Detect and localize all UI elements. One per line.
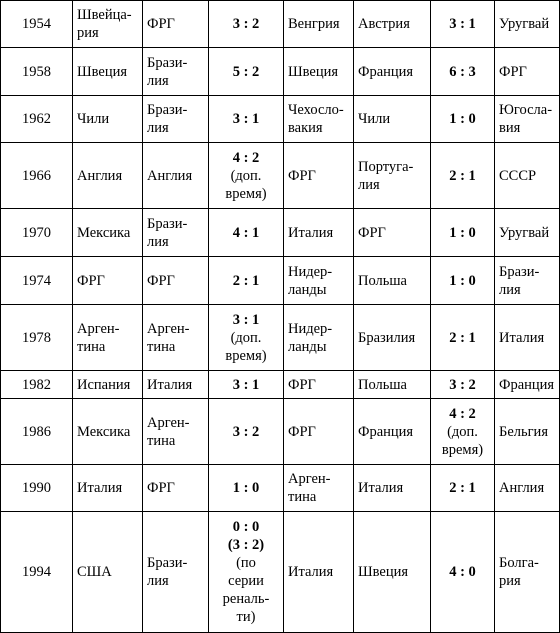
year-cell: 1986 <box>1 399 73 465</box>
third-place-cell: Франция <box>354 48 431 96</box>
third-place-score-cell <box>431 48 495 96</box>
fourth-place-cell: Франция <box>495 371 560 399</box>
runner-up-cell: Нидер- ланды <box>284 305 354 371</box>
third-place-score-cell-value: 6 : 3 <box>449 63 476 80</box>
third-place-score-cell-note: (доп. время) <box>441 423 484 458</box>
year-cell: 1958 <box>1 48 73 96</box>
fourth-place-cell: Италия <box>495 305 560 371</box>
runner-up-cell: Венгрия <box>284 1 354 48</box>
host-country-cell: Швеция <box>73 48 143 96</box>
host-country-cell: Арген- тина <box>73 305 143 371</box>
third-place-score-cell <box>431 257 495 305</box>
third-place-score-cell-value: 3 : 1 <box>449 16 476 32</box>
third-place-score-cell <box>431 305 495 371</box>
final-score-cell <box>209 48 284 96</box>
fourth-place-cell: Брази- лия <box>495 257 560 305</box>
third-place-cell: ФРГ <box>354 209 431 257</box>
champion-cell: Италия <box>143 371 209 399</box>
runner-up-cell: Италия <box>284 209 354 257</box>
table-row <box>1 96 560 143</box>
third-place-cell: Швеция <box>354 512 431 633</box>
third-place-score-cell-value: 1 : 0 <box>449 224 476 241</box>
third-place-cell: Чили <box>354 96 431 143</box>
host-country-cell: Италия <box>73 465 143 512</box>
table-row <box>1 371 560 399</box>
final-score-cell <box>209 209 284 257</box>
final-score-cell <box>209 305 284 371</box>
third-place-cell: Италия <box>354 465 431 512</box>
table-row <box>1 209 560 257</box>
third-place-cell: Португа- лия <box>354 143 431 209</box>
final-score-cell <box>209 257 284 305</box>
final-score-cell-value: 3 : 1 <box>232 311 260 328</box>
runner-up-cell: Италия <box>284 512 354 633</box>
table-row <box>1 1 560 48</box>
final-score-cell-note: (доп. время) <box>225 329 267 364</box>
third-place-score-cell <box>431 371 495 399</box>
third-place-score-cell <box>431 512 495 633</box>
host-country-cell: Мексика <box>73 399 143 465</box>
final-score-cell <box>209 143 284 209</box>
final-score-cell <box>209 96 284 143</box>
final-score-cell <box>209 1 284 48</box>
third-place-cell: Бразилия <box>354 305 431 371</box>
table-row <box>1 399 560 465</box>
third-place-score-cell-value: 4 : 2 <box>449 405 476 422</box>
third-place-score-cell-value: 2 : 1 <box>449 329 476 346</box>
final-score-cell-value: 4 : 1 <box>232 224 260 241</box>
year-cell: 1970 <box>1 209 73 257</box>
third-place-score-cell-value: 3 : 2 <box>449 376 476 393</box>
third-place-cell: Польша <box>354 257 431 305</box>
fourth-place-cell: Болга- рия <box>495 512 560 633</box>
champion-cell: Арген- тина <box>143 305 209 371</box>
host-country-cell: США <box>73 512 143 633</box>
year-cell: 1962 <box>1 96 73 143</box>
champion-cell: ФРГ <box>143 1 209 48</box>
host-country-cell: Англия <box>73 143 143 209</box>
fourth-place-cell: Уругвай <box>495 209 560 257</box>
table-body <box>1 1 560 633</box>
year-cell: 1990 <box>1 465 73 512</box>
third-place-score-cell-value: 1 : 0 <box>449 272 476 289</box>
final-score-cell <box>209 512 284 633</box>
champion-cell: Брази- лия <box>143 512 209 633</box>
final-score-cell-value: 3 : 2 <box>232 423 260 440</box>
third-place-cell: Австрия <box>354 1 431 48</box>
fourth-place-cell: Англия <box>495 465 560 512</box>
final-score-cell-value: 3 : 2 <box>232 16 260 32</box>
fourth-place-cell: Югосла- вия <box>495 96 560 143</box>
host-country-cell: Испания <box>73 371 143 399</box>
final-score-cell <box>209 399 284 465</box>
runner-up-cell: Чехосло- вакия <box>284 96 354 143</box>
fourth-place-cell: ФРГ <box>495 48 560 96</box>
third-place-score-cell <box>431 465 495 512</box>
host-country-cell: ФРГ <box>73 257 143 305</box>
final-score-cell-value: 1 : 0 <box>232 480 260 496</box>
third-place-score-cell-value: 1 : 0 <box>449 111 476 127</box>
runner-up-cell: ФРГ <box>284 371 354 399</box>
host-country-cell: Чили <box>73 96 143 143</box>
table-row <box>1 512 560 633</box>
final-score-cell-value: 0 : 0 (3 : 2) <box>227 519 265 553</box>
champion-cell: ФРГ <box>143 465 209 512</box>
table-row <box>1 465 560 512</box>
fourth-place-cell: Уругвай <box>495 1 560 48</box>
table-row <box>1 48 560 96</box>
champion-cell: Арген- тина <box>143 399 209 465</box>
final-score-cell-note: (по серии pеналь- ти) <box>222 555 270 625</box>
champion-cell: Брази- лия <box>143 96 209 143</box>
champion-cell: Англия <box>143 143 209 209</box>
host-country-cell: Мексика <box>73 209 143 257</box>
third-place-score-cell <box>431 143 495 209</box>
runner-up-cell: Арген- тина <box>284 465 354 512</box>
final-score-cell-note: (доп. время) <box>225 167 267 202</box>
runner-up-cell: Швеция <box>284 48 354 96</box>
runner-up-cell: Нидер- ланды <box>284 257 354 305</box>
third-place-cell: Польша <box>354 371 431 399</box>
table-row <box>1 257 560 305</box>
host-country-cell: Швейца- рия <box>73 1 143 48</box>
year-cell: 1954 <box>1 1 73 48</box>
final-score-cell <box>209 465 284 512</box>
third-place-score-cell <box>431 209 495 257</box>
table-row <box>1 143 560 209</box>
third-place-score-cell <box>431 399 495 465</box>
third-place-score-cell <box>431 96 495 143</box>
third-place-score-cell <box>431 1 495 48</box>
runner-up-cell: ФРГ <box>284 399 354 465</box>
third-place-score-cell-value: 4 : 0 <box>449 564 476 580</box>
champion-cell: Брази- лия <box>143 209 209 257</box>
fourth-place-cell: СССР <box>495 143 560 209</box>
runner-up-cell: ФРГ <box>284 143 354 209</box>
final-score-cell <box>209 371 284 399</box>
third-place-cell: Франция <box>354 399 431 465</box>
final-score-cell-value: 4 : 2 <box>232 149 260 166</box>
champion-cell: Брази- лия <box>143 48 209 96</box>
year-cell: 1978 <box>1 305 73 371</box>
table-row <box>1 305 560 371</box>
champion-cell: ФРГ <box>143 257 209 305</box>
year-cell: 1994 <box>1 512 73 633</box>
final-score-cell-value: 2 : 1 <box>232 272 260 289</box>
final-score-cell-value: 3 : 1 <box>232 111 260 127</box>
year-cell: 1966 <box>1 143 73 209</box>
third-place-score-cell-value: 2 : 1 <box>449 167 476 184</box>
fourth-place-cell: Бельгия <box>495 399 560 465</box>
final-score-cell-value: 3 : 1 <box>232 376 260 393</box>
third-place-score-cell-value: 2 : 1 <box>449 480 476 496</box>
year-cell: 1974 <box>1 257 73 305</box>
year-cell: 1982 <box>1 371 73 399</box>
final-score-cell-value: 5 : 2 <box>232 63 260 80</box>
